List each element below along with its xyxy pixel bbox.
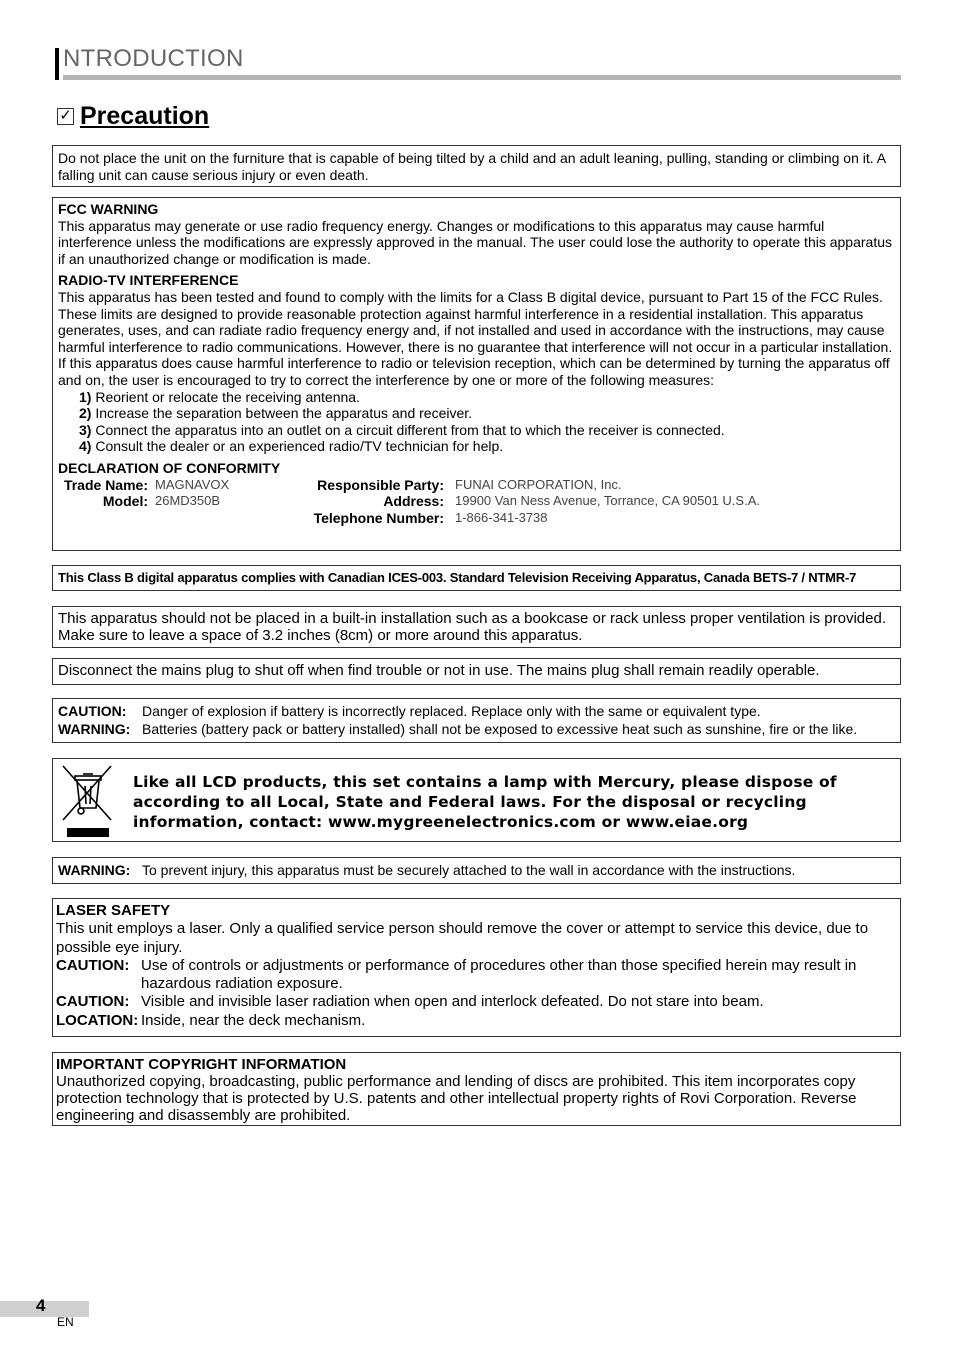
location-label: LOCATION: [56,1011,139,1029]
tilt-warning-text: Do not place the unit on the furniture that is capable of being tilted by a child and an adult leaning, pulling, standing or climbing on it. A falling unit can cause serious injury or even death. [58,150,886,183]
trade-name-label: Trade Name: [63,476,148,493]
canada-text: This Class B digital apparatus complies with Canadian ICES-003. Standard Television Receiving Apparatus, Canada BETS-7 / NTMR-7 [58,570,857,585]
canada-box [52,565,901,591]
wall-warning-text: To prevent injury, this apparatus must be securely attached to the wall in accordance with the instructions. [142,862,796,878]
checkbox-icon: ✓ [57,108,74,125]
responsible-value: FUNAI CORPORATION, Inc. [455,476,622,492]
model-label: Model: [102,493,148,510]
copyright-text: Unauthorized copying, broadcasting, public performance and lending of discs are prohibited. This item incorporates copy protection technology that is protected by U.S. patents and other intellectual property rights of Rovi Corporation. Reverse engineering and disassembly are prohibited. [56,1073,857,1124]
address-label: Address: [383,493,444,510]
mercury-text: Like all LCD products, this set contains a lamp with Mercury, please dispose of according to all Local, State and Federal laws. For the disposal or recycling information, contact: www.mygreenelectronics.com or www.eiae.org [133,773,837,831]
responsible-label: Responsible Party: [317,476,444,493]
copyright-box [52,1052,901,1126]
doc-row [58,477,895,494]
wall-warning-label: WARNING: [58,862,131,878]
warning-label: WARNING: [58,721,131,737]
mercury-box [52,758,901,842]
doc-heading: DECLARATION OF CONFORMITY [58,459,281,476]
fcc-box [52,197,901,551]
header-title: NTRODUCTION [63,45,244,72]
tilt-warning-box [52,145,901,187]
laser-box [52,898,901,1037]
phone-label: Telephone Number: [313,509,444,526]
caution-text: Use of controls or adjustments or performance of procedures other than those specified herein may result in hazardous radiation exposure. [141,956,857,993]
ventilation-box [52,606,901,648]
page-title: Precaution [80,102,210,130]
wall-warning-box [52,857,901,884]
trade-name-value: MAGNAVOX [155,476,230,492]
battery-caution-row [58,702,895,720]
radio-text: This apparatus has been tested and found to comply with the limits for a Class B digital device, pursuant to Part 15 of the FCC Rules. These limits are designed to provide reasonable protection against harmful interference in a residential installation. This apparatus generates, uses, and can radiate radio frequency energy and, if not installed and used in accordance with the instructions, may cause harmful interference to radio communications. However, there is no guarantee that interference will not occur in a particular installation. If this apparatus does cause harmful interference to radio or television reception, which can be determined by turning the apparatus off and on, the user is encouraged to try to correct the interference by one or more of the following measures: [58,288,893,388]
address-value: 19900 Van Ness Avenue, Torrance, CA 90501 U.S.A. [455,493,760,509]
caution-label: CAUTION: [58,703,127,719]
measure-item: 2) Increase the separation between the apparatus and receiver. [79,405,473,422]
header-rule [63,75,901,80]
header-bar [55,48,59,80]
crossed-out-wheelie-bin-icon [61,764,125,840]
measure-item: 1) Reorient or relocate the receiving antenna. [79,388,360,405]
laser-location-row [56,1012,897,1030]
doc-row [58,510,895,527]
section-header [55,45,901,81]
fcc-heading: FCC WARNING [58,201,159,217]
ventilation-text: This apparatus should not be placed in a built-in installation such as a bookcase or rack unless proper ventilation is provided. Make sure to leave a space of 3.2 inches (8cm) or more around this apparatus. [58,610,886,644]
caution-label: CAUTION: [56,993,130,1011]
caution-text: Danger of explosion if battery is incorrectly replaced. Replace only with the same or equivalent type. [142,703,761,719]
location-text: Inside, near the deck mechanism. [141,1011,366,1029]
phone-value: 1-866-341-3738 [455,509,548,525]
language-label: EN [57,1315,74,1329]
doc-row [58,493,895,510]
laser-text: This unit employs a laser. Only a qualified service person should remove the cover or attempt to service this device, due to possible eye injury. [56,920,869,956]
fcc-text: This apparatus may generate or use radio frequency energy. Changes or modifications to this apparatus may cause harmful interference unless the modifications are expressly approved in the manual. The user could lose the authority to operate this apparatus if an unauthorized change or modification is made. [58,217,893,267]
copyright-heading: IMPORTANT COPYRIGHT INFORMATION [56,1056,347,1073]
radio-heading: RADIO-TV INTERFERENCE [58,272,239,289]
laser-caution2-row [56,993,897,1011]
battery-box [52,698,901,743]
model-value: 26MD350B [155,493,221,509]
mains-box [52,658,901,685]
caution-label: CAUTION: [56,956,130,974]
measure-item: 3) Connect the apparatus into an outlet on a circuit different from that to which the receiver is connected. [79,421,725,438]
laser-caution1-row [56,957,897,994]
laser-heading: LASER SAFETY [56,902,171,919]
warning-text: Batteries (battery pack or battery installed) shall not be exposed to excessive heat such as sunshine, fire or the like. [142,721,858,737]
caution-text: Visible and invisible laser radiation when open and interlock defeated. Do not stare into beam. [141,993,764,1011]
battery-warning-row [58,720,895,738]
page-number: 4 [36,1296,46,1315]
mains-text: Disconnect the mains plug to shut off when find trouble or not in use. The mains plug shall remain readily operable. [58,662,820,679]
measure-item: 4) Consult the dealer or an experienced radio/TV technician for help. [79,438,504,455]
